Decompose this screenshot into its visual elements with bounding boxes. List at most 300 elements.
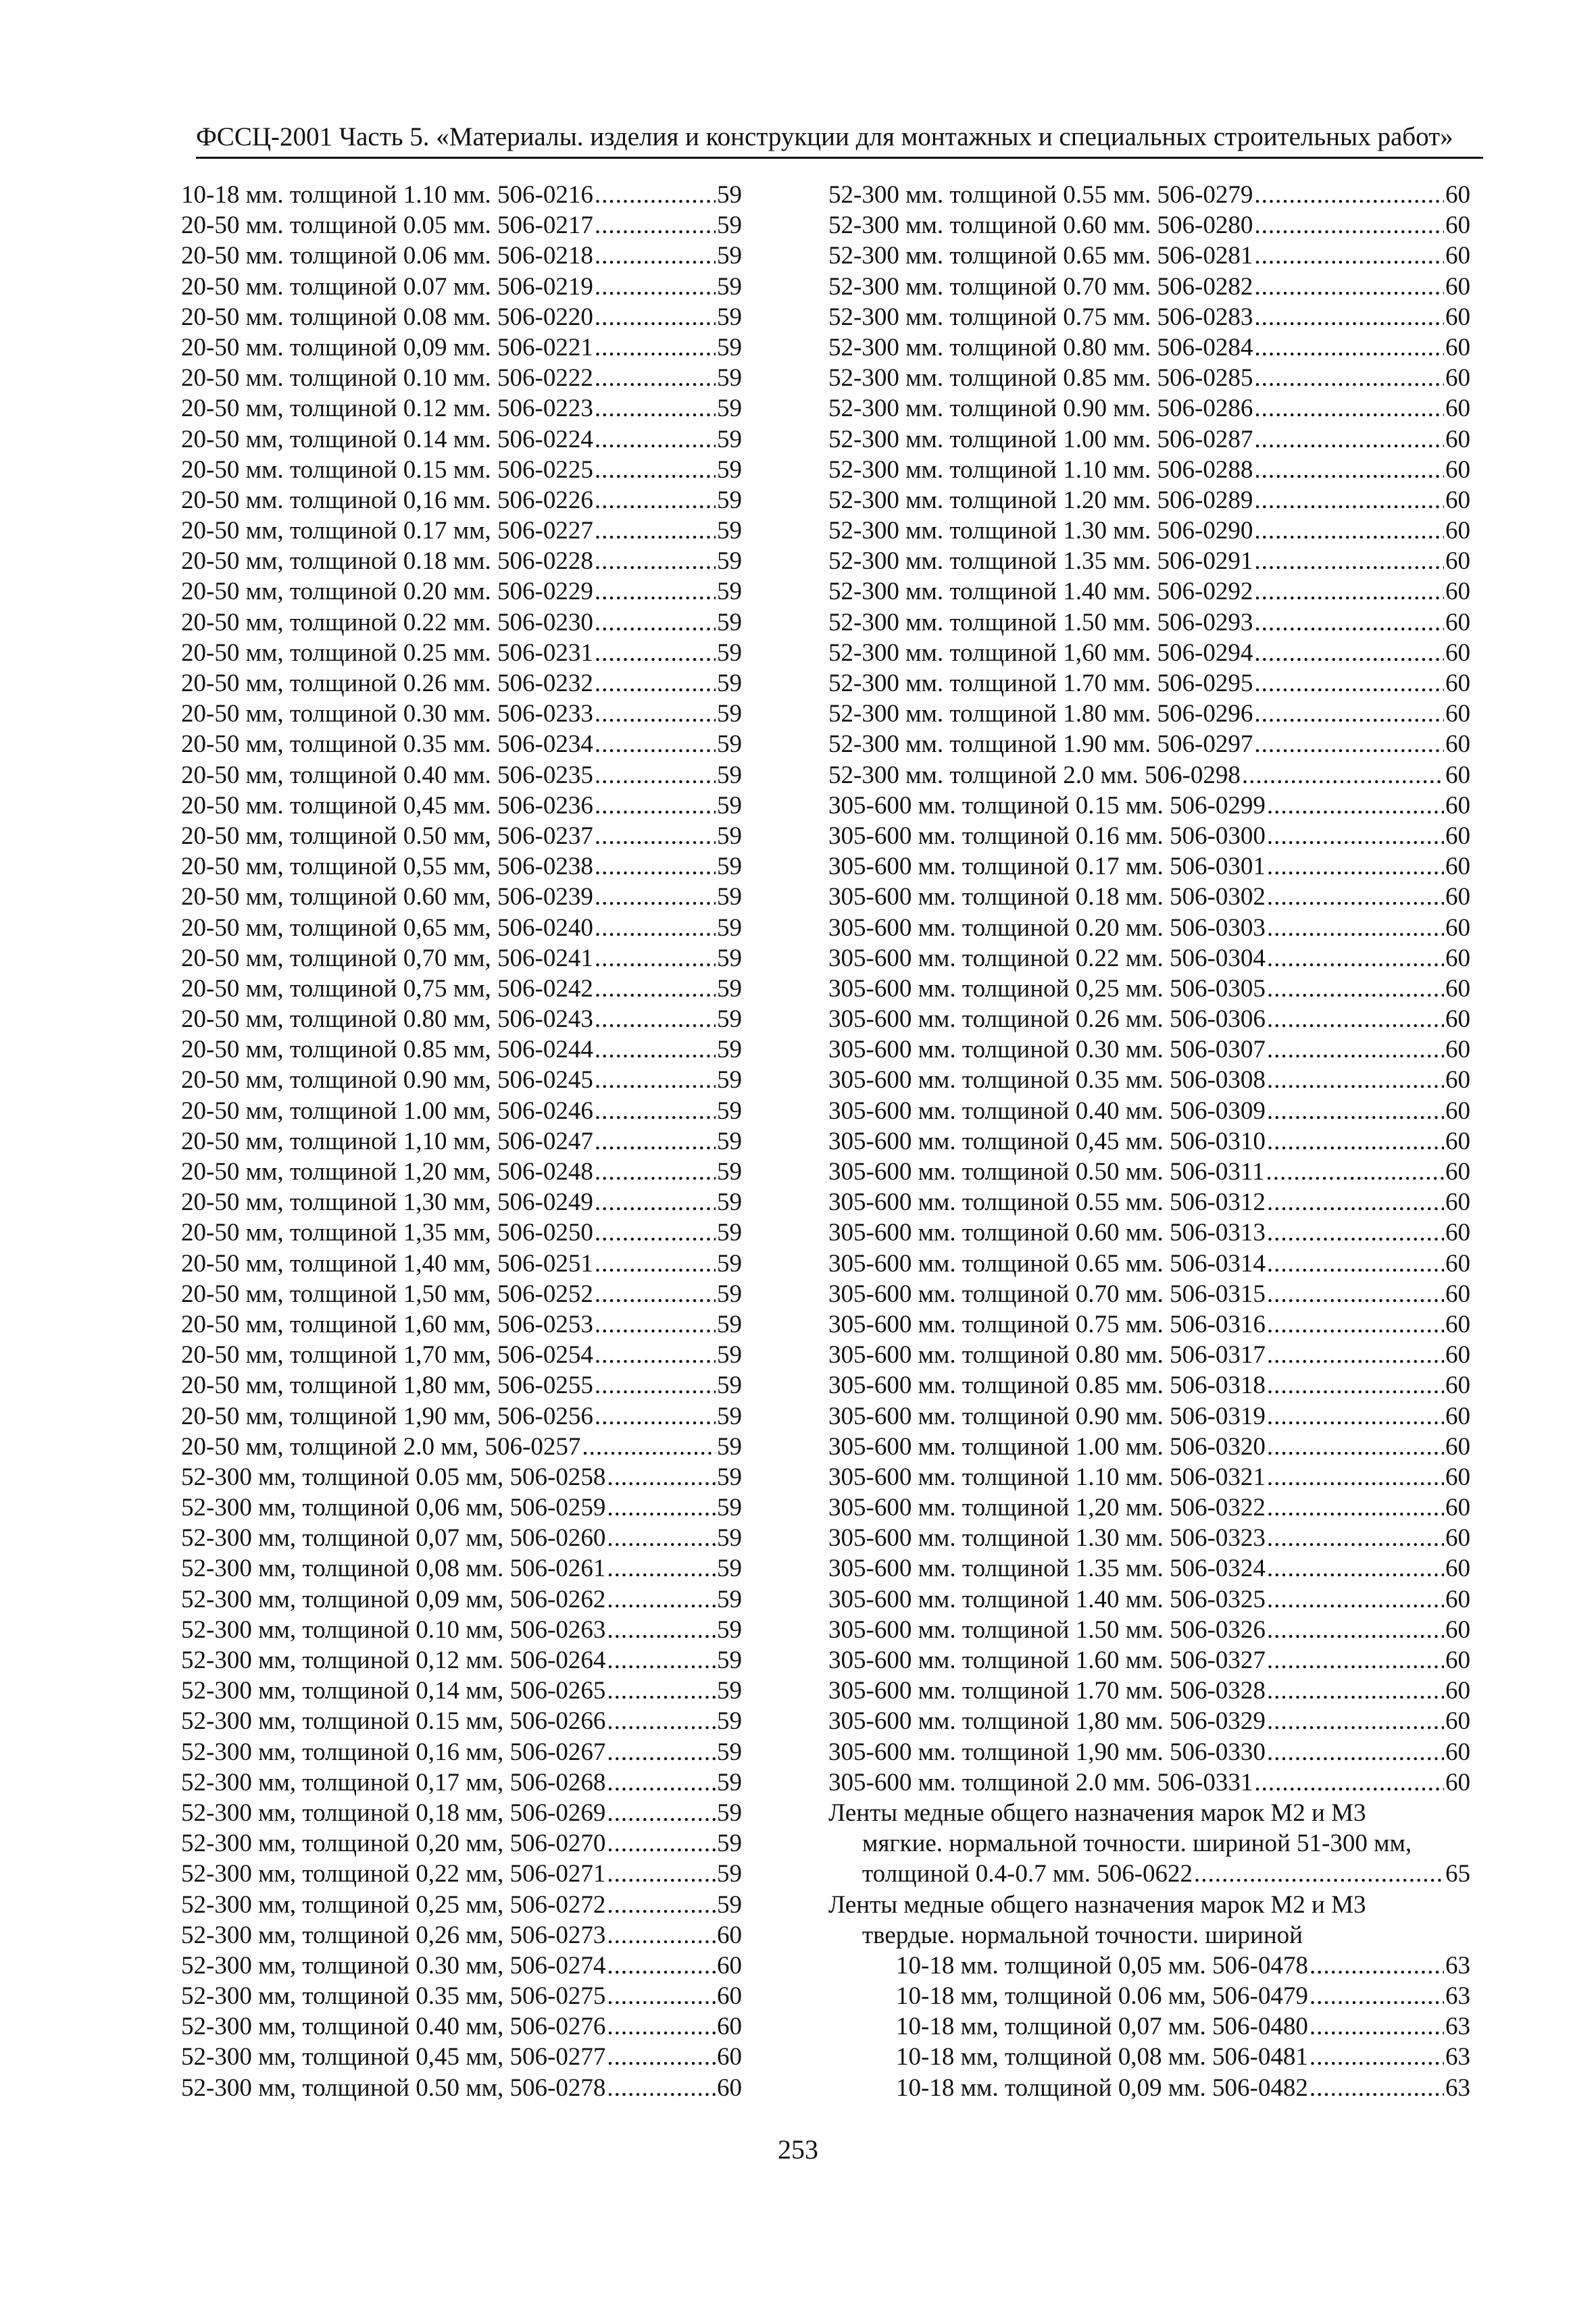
index-entry [181,1706,742,1736]
leader-dots [1267,1034,1444,1065]
index-entry [181,302,742,332]
entry-page: 59 [717,1494,742,1522]
entry-text: 20-50 мм. толщиной 0.08 мм. 506-0220 [181,303,593,331]
entry-text: 305-600 мм. толщиной 0.18 мм. 506-0302 [828,883,1266,911]
leader-dots [1254,332,1444,363]
entry-page: 60 [717,1921,742,1949]
entry-text: 52-300 мм, толщиной 0,06 мм, 506-0259 [181,1494,606,1522]
entry-page: 59 [717,1036,742,1064]
index-entry [828,1584,1470,1615]
index-entry [828,1004,1470,1034]
entry-page: 60 [1445,1585,1470,1613]
entry-page: 59 [717,1219,742,1247]
entry-text: 20-50 мм. толщиной 0.15 мм. 506-0225 [181,455,593,484]
entry-text: 20-50 мм, толщиной 1,10 мм, 506-0247 [181,1127,593,1155]
entry-page: 60 [1445,242,1470,270]
entry-page: 59 [717,1646,742,1674]
entry-page: 60 [1445,1402,1470,1430]
leader-dots [595,699,716,729]
entry-text: 305-600 мм. толщиной 1.60 мм. 506-0327 [828,1646,1266,1674]
index-entry [181,638,742,668]
entry-page: 60 [1445,700,1470,728]
leader-dots [1267,1096,1444,1126]
entry-page: 59 [717,1860,742,1888]
entry-page: 59 [717,455,742,484]
entry-page: 60 [1445,638,1470,667]
index-entry [828,1676,1470,1706]
index-entry [828,1432,1470,1462]
entry-text: 10-18 мм, толщиной 0.06 мм, 506-0479 [896,1982,1308,2011]
leader-dots [1267,1706,1444,1736]
index-entry [181,1553,742,1584]
leader-dots [595,515,716,546]
entry-page: 60 [1445,364,1470,393]
leader-dots [607,1828,716,1859]
entry-text: 52-300 мм, толщиной 0.30 мм, 506-0274 [181,1951,606,1980]
entry-page: 60 [1445,578,1470,606]
leader-dots [607,1462,716,1492]
entry-page: 60 [1445,181,1470,209]
entry-text: 305-600 мм. толщиной 0.40 мм. 506-0309 [828,1097,1266,1125]
leader-dots [595,913,716,943]
index-entry [181,1157,742,1187]
leader-dots [607,1645,716,1676]
leader-dots [1267,1737,1444,1767]
entry-text: 52-300 мм, толщиной 0,26 мм, 506-0273 [181,1921,606,1949]
entry-page: 59 [717,1249,742,1278]
index-entry [828,1401,1470,1432]
right-entries-list [828,180,1470,1798]
index-entry [828,699,1470,729]
entry-text: 305-600 мм. толщиной 0,25 мм. 506-0305 [828,974,1266,1003]
index-entry [828,821,1470,851]
entry-text: 305-600 мм. толщиной 0.65 мм. 506-0314 [828,1249,1266,1278]
entry-page: 63 [1445,2073,1470,2102]
entry-page: 60 [1445,1158,1470,1186]
leader-dots [595,1065,716,1095]
index-entry [181,1584,742,1615]
leader-dots [1267,790,1444,821]
index-entry [181,332,742,363]
index-entry [181,1340,742,1370]
running-header: ФССЦ-2001 Часть 5. «Материалы. изделия и конструкции для монтажных и специальных строительных работ» [196,122,1453,151]
index-entry [181,576,742,607]
leader-dots [1254,210,1444,241]
entry-page: 59 [717,761,742,789]
leader-dots [1267,913,1444,943]
leader-dots [1254,546,1444,576]
index-entry [181,546,742,576]
entry-text: 52-300 мм, толщиной 0,14 мм, 506-0265 [181,1677,606,1705]
entry-text: 52-300 мм. толщиной 1.20 мм. 506-0289 [828,486,1253,514]
entry-page: 59 [717,1066,742,1095]
leader-dots [595,1004,716,1034]
index-entry [181,1645,742,1676]
entry-page: 60 [1445,1219,1470,1247]
index-entry [828,1096,1470,1126]
entry-text: 52-300 мм. толщиной 1.70 мм. 506-0295 [828,670,1253,697]
index-entry [181,943,742,974]
index-entry [181,1126,742,1157]
index-entry [828,1340,1470,1370]
entry-page: 59 [717,1005,742,1034]
entry-text: 52-300 мм, толщиной 0.05 мм, 506-0258 [181,1463,606,1491]
entry-page: 63 [1445,1951,1470,1980]
page-number: 253 [778,2134,818,2165]
index-entry [828,974,1470,1004]
entry-text: 20-50 мм, толщиной 1,20 мм, 506-0248 [181,1158,593,1186]
entry-page: 60 [717,1982,742,2011]
entry-page: 60 [1445,333,1470,361]
entry-text: 305-600 мм. толщиной 0.16 мм. 506-0300 [828,822,1266,850]
entry-page: 59 [717,1341,742,1369]
leader-dots [607,1890,716,1920]
index-entry [181,1096,742,1126]
entry-text: 305-600 мм. толщиной 0.90 мм. 506-0319 [828,1402,1266,1430]
index-entry [828,1859,1470,1889]
index-entry [828,760,1470,790]
index-entry [181,913,742,943]
index-entry [181,2073,742,2103]
leader-dots [1266,1157,1444,1187]
index-entry [181,1828,742,1859]
index-entry [896,2011,1470,2042]
index-entry [828,882,1470,912]
entry-text: 52-300 мм. толщиной 1.80 мм. 506-0296 [828,700,1253,728]
header-rule [196,157,1483,159]
index-entry [181,241,742,271]
entry-page: 60 [1445,944,1470,972]
entry-text: 305-600 мм. толщиной 0.80 мм. 506-0317 [828,1341,1266,1369]
entry-text: 305-600 мм. толщиной 0.70 мм. 506-0315 [828,1280,1266,1308]
entry-page: 59 [717,547,742,576]
leader-dots [595,546,716,576]
index-entry [181,1890,742,1920]
entry-page: 59 [717,1463,742,1491]
entry-text: 20-50 мм, толщиной 0.12 мм. 506-0223 [181,395,593,423]
index-entry [828,1065,1470,1095]
entry-text: 20-50 мм, толщиной 1,50 мм, 506-0252 [181,1280,593,1308]
entry-text: 20-50 мм. толщиной 0.06 мм. 506-0218 [181,242,593,270]
entry-page: 60 [1445,1188,1470,1217]
leader-dots [607,1859,716,1889]
entry-page: 59 [717,1615,742,1644]
entry-page: 59 [717,1524,742,1553]
index-entry [181,1981,742,2011]
leader-dots [1267,851,1444,882]
section-hard-heading-line2: твердые. нормальной точности. шириной [862,1921,1303,1949]
entry-text: 305-600 мм. толщиной 1.35 мм. 506-0324 [828,1555,1266,1583]
index-entry [181,790,742,821]
index-entry [828,1615,1470,1645]
index-entry [828,1126,1470,1157]
leader-dots [1267,1249,1444,1279]
entry-page: 59 [717,1738,742,1766]
entry-page: 59 [717,1677,742,1705]
entry-text: 52-300 мм, толщиной 0.10 мм, 506-0263 [181,1615,606,1644]
leader-dots [1267,1187,1444,1217]
entry-page: 60 [1445,1432,1470,1461]
entry-text: 52-300 мм. толщиной 1.00 мм. 506-0287 [828,425,1253,453]
leader-dots [607,2073,716,2103]
entry-page: 59 [717,303,742,331]
leader-dots [595,1217,716,1248]
entry-text: 10-18 мм. толщиной 1.10 мм. 506-0216 [181,181,593,209]
leader-dots [1267,1340,1444,1370]
entry-text: 20-50 мм, толщиной 1,40 мм, 506-0251 [181,1249,593,1278]
leader-dots [595,790,716,821]
leader-dots [595,851,716,882]
entry-text: 20-50 мм, толщиной 0.26 мм. 506-0232 [181,670,593,697]
leader-dots [1310,1981,1444,2011]
entry-page: 59 [717,517,742,545]
leader-dots [1254,302,1444,332]
leader-dots [1194,1859,1444,1889]
index-entry [181,363,742,393]
leader-dots [1254,638,1444,668]
index-entry [828,668,1470,699]
leader-dots [595,485,716,515]
leader-dots [1267,1065,1444,1095]
leader-dots [1254,576,1444,607]
entry-page: 59 [717,730,742,759]
index-entry [828,729,1470,759]
entry-page: 59 [717,1280,742,1308]
entry-page: 59 [717,1310,742,1338]
entry-page: 60 [1445,1707,1470,1736]
entry-text: 20-50 мм, толщиной 0.14 мм. 506-0224 [181,425,593,453]
index-entry [181,424,742,455]
leader-dots [595,302,716,332]
leader-dots [1267,1553,1444,1584]
index-entry [896,1951,1470,1981]
entry-page: 60 [1445,303,1470,331]
entry-text: 20-50 мм, толщиной 0,75 мм, 506-0242 [181,974,593,1003]
leader-dots [607,1584,716,1615]
leader-dots [595,332,716,363]
index-entry [828,1034,1470,1065]
leader-dots [607,1676,716,1706]
leader-dots [1254,393,1444,424]
index-entry [828,1462,1470,1492]
leader-dots [607,1492,716,1523]
entry-text: 20-50 мм, толщиной 1,80 мм, 506-0255 [181,1372,593,1400]
entry-page: 59 [717,1402,742,1430]
entry-page: 60 [1445,1646,1470,1674]
index-entry [181,1065,742,1095]
entry-text: 305-600 мм. толщиной 0.17 мм. 506-0301 [828,853,1266,881]
entry-page: 59 [717,272,742,301]
index-entry [181,821,742,851]
leader-dots [595,576,716,607]
index-entry [181,2042,742,2072]
entry-page: 60 [1445,455,1470,484]
leader-dots [607,1615,716,1645]
index-entry [828,1309,1470,1340]
entry-text: 305-600 мм. толщиной 1,90 мм. 506-0330 [828,1738,1266,1766]
entry-text: 52-300 мм, толщиной 0.15 мм, 506-0266 [181,1707,606,1736]
index-entry [181,1217,742,1248]
entry-page: 59 [717,242,742,270]
entry-text: 52-300 мм. толщиной 0.60 мм. 506-0280 [828,211,1253,240]
leader-dots [607,1553,716,1584]
index-entry [181,668,742,699]
entry-text: 20-50 мм, толщиной 1.00 мм, 506-0246 [181,1097,593,1125]
entry-page: 60 [1445,1249,1470,1278]
entry-page: 59 [717,944,742,972]
entry-text: 52-300 мм. толщиной 1.30 мм. 506-0290 [828,517,1253,545]
index-entry [181,485,742,515]
entry-text: 52-300 мм, толщиной 0,18 мм, 506-0269 [181,1799,606,1827]
entry-text: 20-50 мм, толщиной 1,35 мм, 506-0250 [181,1219,593,1247]
entry-text: 20-50 мм, толщиной 0.22 мм. 506-0230 [181,608,593,636]
leader-dots [595,943,716,974]
entry-page: 63 [1445,1982,1470,2011]
leader-dots [595,1279,716,1309]
entry-page: 59 [717,1127,742,1155]
leader-dots [1267,1462,1444,1492]
leader-dots [607,1737,716,1767]
entry-page: 59 [717,333,742,361]
entry-text: 52-300 мм, толщиной 0.50 мм, 506-0278 [181,2073,606,2102]
leader-dots [1267,1004,1444,1034]
index-entry [828,1645,1470,1676]
entry-text: 20-50 мм, толщиной 0.35 мм. 506-0234 [181,730,593,759]
leader-dots [607,1951,716,1981]
entry-text: 52-300 мм. толщиной 2.0 мм. 506-0298 [828,761,1241,789]
leader-dots [607,2042,716,2072]
entry-page: 60 [1445,1738,1470,1766]
entry-page: 60 [1445,1372,1470,1400]
index-entry [181,1279,742,1309]
entry-page: 59 [717,1768,742,1796]
index-entry [181,272,742,302]
entry-page: 60 [1445,1677,1470,1705]
leader-dots [1267,1584,1444,1615]
entry-text: 52-300 мм, толщиной 0,16 мм, 506-0267 [181,1738,606,1766]
entry-text: 52-300 мм, толщиной 0,07 мм, 506-0260 [181,1524,606,1553]
index-entry [181,1401,742,1432]
index-entry [828,485,1470,515]
entry-page: 60 [1445,517,1470,545]
leader-dots [607,2011,716,2042]
entry-text: 305-600 мм. толщиной 0.26 мм. 506-0306 [828,1005,1266,1034]
entry-text: 305-600 мм. толщиной 1.10 мм. 506-0321 [828,1463,1266,1491]
entry-text: 20-50 мм, толщиной 0.90 мм, 506-0245 [181,1066,593,1095]
leader-dots [1267,1401,1444,1432]
leader-dots [1310,1951,1444,1981]
leader-dots [1254,424,1444,455]
index-entry [828,1523,1470,1553]
index-entry [828,180,1470,210]
entry-text: 20-50 мм, толщиной 0.18 мм. 506-0228 [181,547,593,576]
index-entry [828,210,1470,241]
leader-dots [1254,699,1444,729]
entry-text: 52-300 мм, толщиной 0,12 мм. 506-0264 [181,1646,606,1674]
leader-dots [595,821,716,851]
entry-text: 20-50 мм, толщиной 0.60 мм, 506-0239 [181,883,593,911]
index-entry [181,180,742,210]
index-entry [828,913,1470,943]
index-entry [181,1492,742,1523]
index-entry [181,729,742,759]
index-entry [828,1706,1470,1736]
entry-text: 305-600 мм. толщиной 0.30 мм. 506-0307 [828,1036,1266,1064]
entry-text: 305-600 мм. толщиной 1.30 мм. 506-0323 [828,1524,1266,1553]
entry-text: 20-50 мм. толщиной 0.05 мм. 506-0217 [181,211,593,240]
entry-page: 60 [1445,1494,1470,1522]
leader-dots [607,1706,716,1736]
index-entry [828,393,1470,424]
section-soft-heading-line2: мягкие. нормальной точности. шириной 51-300 мм, [862,1830,1412,1858]
entry-page: 60 [1445,883,1470,911]
entry-text: 52-300 мм. толщиной 0.85 мм. 506-0285 [828,364,1253,393]
index-entry [181,210,742,241]
entry-page: 60 [1445,425,1470,453]
index-entry [828,943,1470,974]
leader-dots [1242,760,1444,790]
entry-page: 59 [717,791,742,820]
entry-text: 20-50 мм. толщиной 0.10 мм. 506-0222 [181,364,593,393]
leader-dots [1267,1645,1444,1676]
entry-page: 60 [1445,1036,1470,1064]
entry-page: 60 [1445,211,1470,240]
entry-page: 59 [717,395,742,423]
entry-text: 305-600 мм. толщиной 0.50 мм. 506-0311 [828,1158,1265,1186]
entry-text: 305-600 мм. толщиной 0.55 мм. 506-0312 [828,1188,1266,1217]
entry-page: 60 [1445,1524,1470,1553]
index-entry [828,1187,1470,1217]
index-entry [181,1370,742,1401]
leader-dots [1254,729,1444,759]
index-entry [828,272,1470,302]
entry-text: 52-300 мм. толщиной 1.35 мм. 506-0291 [828,547,1253,576]
leader-dots [595,1370,716,1401]
entry-text: 52-300 мм, толщиной 0,20 мм, 506-0270 [181,1830,606,1858]
index-entry [181,760,742,790]
entry-text: 20-50 мм, толщиной 0.30 мм. 506-0233 [181,700,593,728]
leader-dots [1267,1676,1444,1706]
index-entry [896,2042,1470,2072]
entry-text: 20-50 мм, толщиной 0.17 мм, 506-0227 [181,517,593,545]
index-entry [828,1279,1470,1309]
entry-text: 52-300 мм. толщиной 0.70 мм. 506-0282 [828,272,1253,301]
index-entry [181,393,742,424]
entry-page: 60 [717,1951,742,1980]
entry-text: 52-300 мм. толщиной 1.40 мм. 506-0292 [828,578,1253,606]
entry-page: 60 [1445,272,1470,301]
index-entry [828,576,1470,607]
leader-dots [595,729,716,759]
index-entry [181,1951,742,1981]
index-entry [828,607,1470,638]
leader-dots [1267,1126,1444,1157]
entry-text: 20-50 мм, толщиной 0.40 мм. 506-0235 [181,761,593,789]
entry-page: 59 [717,822,742,850]
entry-page: 59 [717,913,742,942]
leader-dots [595,424,716,455]
entry-page: 59 [717,364,742,393]
index-entry [896,1981,1470,2011]
entry-text: 305-600 мм. толщиной 2.0 мм. 506-0331 [828,1768,1253,1796]
entry-page: 65 [1445,1860,1470,1888]
entry-page: 60 [717,2013,742,2041]
section-soft-heading-line1: Ленты медные общего назначения марок М2 и М3 [828,1799,1366,1827]
index-entry [828,851,1470,882]
leader-dots [595,180,716,210]
entry-text: 20-50 мм, толщиной 1,70 мм, 506-0254 [181,1341,593,1369]
entry-text: 52-300 мм, толщиной 0,45 мм, 506-0277 [181,2043,606,2071]
